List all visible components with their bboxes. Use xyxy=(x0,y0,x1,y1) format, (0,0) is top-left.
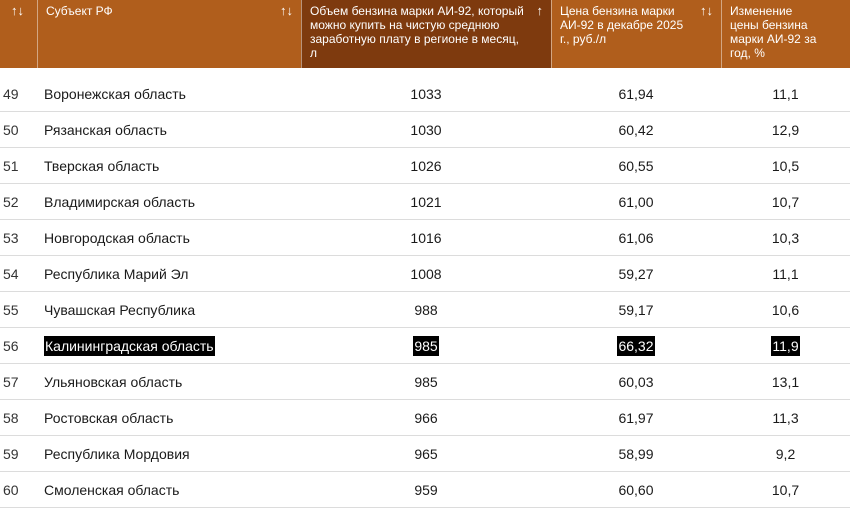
cell-rank xyxy=(0,410,37,426)
cell-rank-value: 59 xyxy=(3,445,19,462)
cell-volume-value: 985 xyxy=(414,337,438,354)
cell-rank-value: 50 xyxy=(3,121,19,138)
cell-rank-value: 51 xyxy=(3,157,19,174)
cell-price-value: 61,97 xyxy=(618,409,654,426)
cell-region-value: Владимирская область xyxy=(44,193,196,210)
cell-price-value: 66,32 xyxy=(618,337,654,354)
cell-volume-value: 1033 xyxy=(410,85,442,102)
cell-rank-value: 54 xyxy=(3,265,19,282)
table-row xyxy=(0,436,850,472)
column-header-volume-label: Объем бензина марки АИ-92, который можно купить на чистую среднюю заработную плату в регионе в месяц, л xyxy=(310,4,524,60)
cell-change-value: 10,7 xyxy=(771,481,800,498)
cell-region-value: Тверская область xyxy=(44,157,160,174)
cell-region xyxy=(37,446,301,462)
cell-region-value: Ростовская область xyxy=(44,409,174,426)
cell-volume xyxy=(301,410,551,426)
cell-rank xyxy=(0,122,37,138)
cell-rank xyxy=(0,230,37,246)
cell-price xyxy=(551,194,721,210)
cell-price xyxy=(551,230,721,246)
cell-region xyxy=(37,374,301,390)
cell-price xyxy=(551,410,721,426)
table-row xyxy=(0,364,850,400)
cell-volume xyxy=(301,266,551,282)
cell-price xyxy=(551,302,721,318)
cell-volume xyxy=(301,158,551,174)
cell-volume xyxy=(301,86,551,102)
table-body xyxy=(0,76,850,508)
cell-price-value: 59,27 xyxy=(618,265,654,282)
cell-change xyxy=(721,410,850,426)
cell-region-value: Новгородская область xyxy=(44,229,190,246)
table-row xyxy=(0,184,850,220)
cell-volume-value: 988 xyxy=(414,301,438,318)
column-header-rank[interactable] xyxy=(0,0,37,68)
cell-region-value: Калининградская область xyxy=(45,337,214,354)
cell-change xyxy=(721,158,850,174)
cell-change-value: 11,9 xyxy=(772,337,799,354)
cell-change-value: 10,7 xyxy=(771,193,800,210)
cell-change xyxy=(721,374,850,390)
cell-change-value: 11,1 xyxy=(772,85,799,102)
cell-volume-value: 1008 xyxy=(410,265,442,282)
cell-change-value: 11,1 xyxy=(772,265,799,282)
table-row xyxy=(0,220,850,256)
cell-rank xyxy=(0,86,37,102)
sort-icon[interactable]: ↑↓ xyxy=(11,3,24,18)
cell-rank-value: 56 xyxy=(3,337,19,354)
cell-volume xyxy=(301,482,551,498)
cell-region-value: Чувашская Республика xyxy=(44,301,196,318)
cell-price-value: 59,17 xyxy=(618,301,654,318)
cell-rank xyxy=(0,374,37,390)
cell-change xyxy=(721,446,850,462)
cell-price xyxy=(551,338,721,354)
column-header-change-label: Изменение цены бензина марки АИ-92 за год, % xyxy=(730,4,817,60)
cell-change-value: 10,5 xyxy=(771,157,800,174)
cell-change xyxy=(721,86,850,102)
cell-change-value: 11,3 xyxy=(772,409,799,426)
cell-region-value: Воронежская область xyxy=(44,85,186,102)
cell-volume xyxy=(301,446,551,462)
cell-price xyxy=(551,374,721,390)
column-header-price-label: Цена бензина марки АИ-92 в декабре 2025 г., руб./л xyxy=(560,4,684,46)
cell-price-value: 60,42 xyxy=(618,121,654,138)
cell-volume xyxy=(301,338,551,354)
cell-price-value: 61,94 xyxy=(618,85,654,102)
cell-volume xyxy=(301,122,551,138)
cell-region xyxy=(37,194,301,210)
cell-rank xyxy=(0,194,37,210)
cell-region xyxy=(37,302,301,318)
cell-rank xyxy=(0,158,37,174)
cell-change xyxy=(721,302,850,318)
cell-volume-value: 1016 xyxy=(410,229,442,246)
column-header-region-label: Субъект РФ xyxy=(46,4,113,18)
cell-volume xyxy=(301,374,551,390)
cell-price-value: 60,55 xyxy=(618,157,654,174)
cell-volume xyxy=(301,302,551,318)
cell-change xyxy=(721,338,850,354)
cell-region xyxy=(37,230,301,246)
cell-volume-value: 1026 xyxy=(410,157,442,174)
table-header xyxy=(0,0,850,68)
column-header-price[interactable] xyxy=(551,0,721,68)
cell-price xyxy=(551,482,721,498)
table-row xyxy=(0,76,850,112)
cell-price-value: 61,00 xyxy=(618,193,654,210)
cell-rank-value: 49 xyxy=(3,85,19,102)
cell-change-value: 10,3 xyxy=(771,229,800,246)
table-row xyxy=(0,472,850,508)
cell-region xyxy=(37,86,301,102)
cell-change-value: 12,9 xyxy=(771,121,800,138)
table-row xyxy=(0,112,850,148)
column-header-region[interactable] xyxy=(37,0,301,68)
cell-region-value: Ульяновская область xyxy=(44,373,183,390)
table-row xyxy=(0,328,850,364)
cell-price xyxy=(551,86,721,102)
table-row xyxy=(0,148,850,184)
cell-volume-value: 966 xyxy=(414,409,438,426)
cell-volume-value: 1030 xyxy=(410,121,442,138)
cell-change xyxy=(721,122,850,138)
cell-rank xyxy=(0,338,37,354)
cell-change xyxy=(721,482,850,498)
cell-change-value: 9,2 xyxy=(775,445,796,462)
cell-price xyxy=(551,122,721,138)
cell-rank-value: 57 xyxy=(3,373,19,390)
cell-change xyxy=(721,194,850,210)
cell-change xyxy=(721,266,850,282)
cell-rank-value: 60 xyxy=(3,481,19,498)
cell-change-value: 10,6 xyxy=(771,301,800,318)
cell-change xyxy=(721,230,850,246)
cell-rank xyxy=(0,446,37,462)
cell-price-value: 61,06 xyxy=(618,229,654,246)
cell-region-value: Рязанская область xyxy=(44,121,167,138)
cell-price-value: 60,03 xyxy=(618,373,654,390)
cell-volume-value: 985 xyxy=(414,373,438,390)
cell-region xyxy=(37,122,301,138)
cell-volume xyxy=(301,194,551,210)
table-row xyxy=(0,256,850,292)
cell-change-value: 13,1 xyxy=(771,373,800,390)
cell-rank-value: 58 xyxy=(3,409,19,426)
cell-price xyxy=(551,158,721,174)
sort-arrow-up-icon[interactable]: ↑ xyxy=(536,3,543,18)
cell-region xyxy=(37,482,301,498)
header-spacer xyxy=(0,68,850,76)
cell-rank xyxy=(0,302,37,318)
cell-rank xyxy=(0,266,37,282)
cell-volume-value: 1021 xyxy=(410,193,442,210)
table-row xyxy=(0,292,850,328)
cell-region xyxy=(37,158,301,174)
cell-rank-value: 52 xyxy=(3,193,19,210)
cell-volume-value: 965 xyxy=(414,445,438,462)
cell-region-value: Смоленская область xyxy=(44,481,180,498)
column-header-change[interactable] xyxy=(721,0,850,68)
cell-region-value: Республика Мордовия xyxy=(44,445,190,462)
cell-rank-value: 55 xyxy=(3,301,19,318)
cell-region xyxy=(37,266,301,282)
cell-price-value: 60,60 xyxy=(618,481,654,498)
cell-region xyxy=(37,410,301,426)
cell-region-value: Республика Марий Эл xyxy=(44,265,189,282)
cell-region xyxy=(37,338,301,354)
cell-price xyxy=(551,266,721,282)
cell-price xyxy=(551,446,721,462)
cell-rank xyxy=(0,482,37,498)
cell-volume-value: 959 xyxy=(414,481,438,498)
cell-volume xyxy=(301,230,551,246)
column-header-volume[interactable] xyxy=(301,0,551,68)
table-row xyxy=(0,400,850,436)
sort-icon[interactable]: ↑↓ xyxy=(700,3,713,18)
sort-icon[interactable]: ↑↓ xyxy=(280,3,293,18)
cell-price-value: 58,99 xyxy=(618,445,654,462)
cell-rank-value: 53 xyxy=(3,229,19,246)
